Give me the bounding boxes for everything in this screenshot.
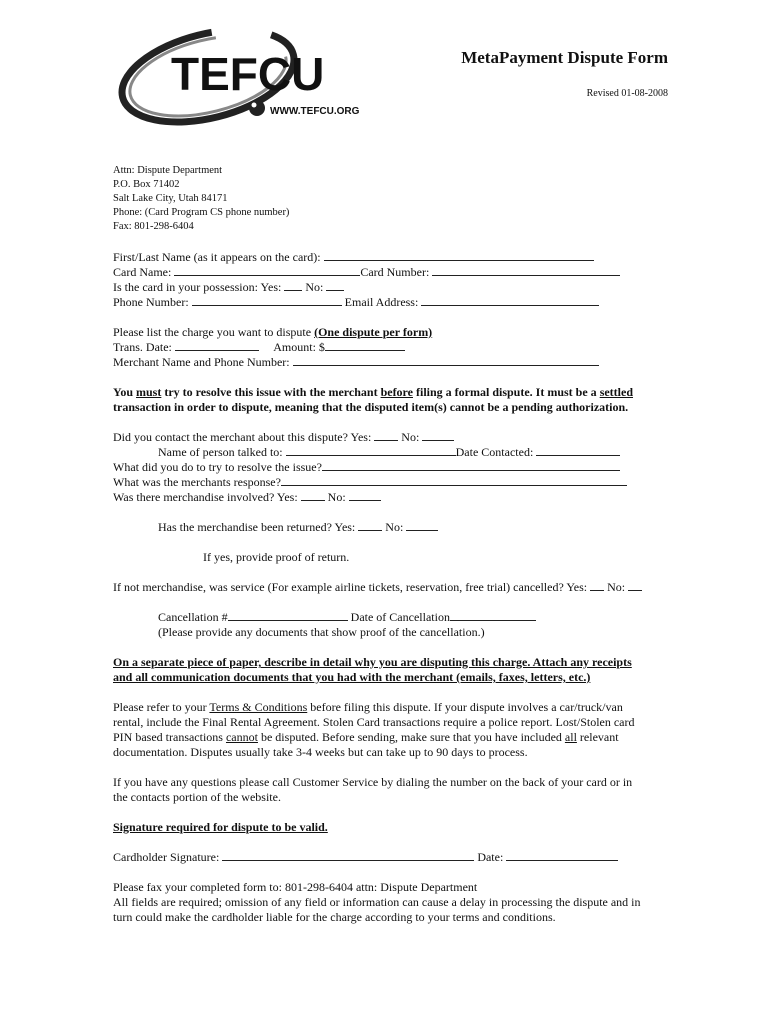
returned-yes-field[interactable]	[358, 520, 382, 531]
cardholder-name-label: First/Last Name (as it appears on the card):	[113, 250, 321, 264]
fields-required-line-2: turn could make the cardholder liable for the charge according to your terms and conditions.	[113, 910, 556, 924]
warning-before: before	[380, 385, 413, 399]
merchandise-row	[113, 490, 381, 505]
card-number-label: Card Number:	[360, 265, 430, 279]
response-field[interactable]	[281, 475, 627, 486]
cancel-date-label: Date of Cancellation	[350, 610, 450, 624]
terms-line-1	[113, 700, 623, 715]
date-contacted-field[interactable]	[536, 445, 620, 456]
separate-line-2: and all communication documents that you had with the merchant (emails, faxes, letters, etc.)	[113, 670, 591, 684]
merchandise-yes-field[interactable]	[301, 490, 325, 501]
terms-text-b: before filing this dispute. If your dispute involves a car/truck/van	[307, 700, 623, 714]
terms-cannot: cannot	[225, 730, 258, 744]
cardholder-name-row	[113, 250, 594, 265]
person-field[interactable]	[286, 445, 456, 456]
logo-wordmark: TEFCU	[171, 48, 325, 100]
fields-required-line-1: All fields are required; omission of any field or information can cause a delay in processing the dispute and in	[113, 895, 641, 909]
warning-text-a: You	[113, 385, 137, 399]
response-question: What was the merchants response?	[113, 475, 281, 489]
fax-instructions: Please fax your completed form to: 801-298-6404 attn: Dispute Department	[113, 880, 478, 894]
attn-line: Attn: Dispute Department	[113, 165, 223, 176]
service-no-label: No:	[607, 580, 626, 594]
warning-settled: settled	[599, 385, 634, 399]
phone-number-field[interactable]	[192, 295, 342, 306]
service-no-field[interactable]	[628, 580, 642, 591]
possession-label: Is the card in your possession: Yes:	[113, 280, 282, 294]
merchant-row	[113, 355, 599, 370]
terms-text-d: be disputed. Before sending, make sure that you have included	[257, 730, 565, 744]
signature-row	[113, 850, 618, 865]
phone-email-row	[113, 295, 599, 310]
card-number-field[interactable]	[432, 265, 620, 276]
merchandise-no-label: No:	[327, 490, 346, 504]
cancel-date-field[interactable]	[450, 610, 536, 621]
warning-text-b: try to resolve this issue with the merchant	[161, 385, 381, 399]
person-label: Name of person talked to:	[158, 445, 283, 459]
service-question: If not merchandise, was service (For example airline tickets, reservation, free trial) cancelled? Yes:	[113, 580, 588, 594]
signature-field[interactable]	[222, 850, 474, 861]
resolve-field[interactable]	[322, 460, 620, 471]
terms-conditions-link: Terms & Conditions	[209, 700, 308, 714]
possession-row	[113, 280, 344, 295]
contact-no-field[interactable]	[422, 430, 454, 441]
terms-line-4: documentation. Disputes usually take 3-4 weeks but can take up to 90 days to process.	[113, 745, 528, 759]
email-label: Email Address:	[344, 295, 419, 309]
one-dispute-note: (One dispute per form)	[314, 325, 433, 339]
returned-row	[158, 520, 438, 535]
terms-all: all	[564, 730, 577, 744]
charge-intro	[113, 325, 432, 340]
service-yes-field[interactable]	[590, 580, 604, 591]
merchandise-question: Was there merchandise involved? Yes:	[113, 490, 298, 504]
proof-line: If yes, provide proof of return.	[203, 550, 350, 564]
terms-text-a: Please refer to your	[113, 700, 210, 714]
questions-line-1: If you have any questions please call Customer Service by dialing the number on the back of your card or in	[113, 775, 633, 789]
signature-date-field[interactable]	[506, 850, 618, 861]
possession-yes-field[interactable]	[284, 280, 302, 291]
revised-date: Revised 01-08-2008	[586, 88, 668, 99]
trans-row	[113, 340, 405, 355]
terms-text-c: PIN based transactions	[113, 730, 226, 744]
trans-date-label: Trans. Date:	[113, 340, 172, 354]
merchant-label: Merchant Name and Phone Number:	[113, 355, 290, 369]
city-line: Salt Lake City, Utah 84171	[113, 193, 228, 204]
warning-text-c: filing a formal dispute. It must be a	[413, 385, 600, 399]
trans-date-field[interactable]	[175, 340, 259, 351]
phone-line: Phone: (Card Program CS phone number)	[113, 207, 290, 218]
amount-field[interactable]	[325, 340, 405, 351]
possession-no-label: No:	[305, 280, 324, 294]
charge-intro-text: Please list the charge you want to dispute	[113, 325, 312, 339]
date-contacted-label: Date Contacted:	[455, 445, 534, 459]
contact-no-label: No:	[401, 430, 420, 444]
separate-line-1: On a separate piece of paper, describe in detail why you are disputing this charge. Attach any receipts	[113, 655, 632, 669]
terms-line-3	[113, 730, 619, 745]
signature-date-label: Date:	[477, 850, 504, 864]
person-row	[158, 445, 620, 460]
questions-line-2: the contacts portion of the website.	[113, 790, 281, 804]
returned-no-field[interactable]	[406, 520, 438, 531]
returned-question: Has the merchandise been returned? Yes:	[158, 520, 356, 534]
merchandise-no-field[interactable]	[349, 490, 381, 501]
po-box-line: P.O. Box 71402	[113, 179, 180, 190]
resolve-row	[113, 460, 620, 475]
email-field[interactable]	[421, 295, 599, 306]
contact-merchant-row	[113, 430, 454, 445]
signature-label: Cardholder Signature:	[113, 850, 220, 864]
warning-line-2: transaction in order to dispute, meaning that the disputed item(s) cannot be a pending authorization.	[113, 400, 629, 414]
tefcu-logo	[113, 24, 363, 134]
card-row	[113, 265, 620, 280]
cancellation-row	[158, 610, 536, 625]
amount-label: Amount: $	[273, 340, 325, 354]
card-name-field[interactable]	[174, 265, 360, 276]
cancel-number-label: Cancellation #	[158, 610, 228, 624]
card-name-label: Card Name:	[113, 265, 172, 279]
fax-line: Fax: 801-298-6404	[113, 221, 194, 232]
cancel-docs-line: (Please provide any documents that show proof of the cancellation.)	[158, 625, 485, 639]
warning-line-1	[113, 385, 633, 400]
response-row	[113, 475, 627, 490]
resolve-question: What did you do to try to resolve the issue?	[113, 460, 322, 474]
service-row	[113, 580, 642, 595]
contact-merchant-question: Did you contact the merchant about this dispute? Yes:	[113, 430, 372, 444]
terms-line-2: rental, include the Final Rental Agreement. Stolen Card transactions require a police report. Lost/Stolen card	[113, 715, 635, 729]
merchant-field[interactable]	[293, 355, 599, 366]
possession-no-field[interactable]	[326, 280, 344, 291]
signature-required-note: Signature required for dispute to be valid.	[113, 820, 328, 834]
terms-text-e: relevant	[576, 730, 619, 744]
contact-yes-field[interactable]	[374, 430, 398, 441]
cardholder-name-field[interactable]	[324, 250, 594, 261]
logo-url: WWW.TEFCU.ORG	[270, 106, 360, 117]
phone-number-label: Phone Number:	[113, 295, 189, 309]
warning-must: must	[136, 385, 162, 399]
returned-no-label: No:	[385, 520, 404, 534]
cancel-number-field[interactable]	[228, 610, 348, 621]
form-title: MetaPayment Dispute Form	[461, 48, 668, 67]
